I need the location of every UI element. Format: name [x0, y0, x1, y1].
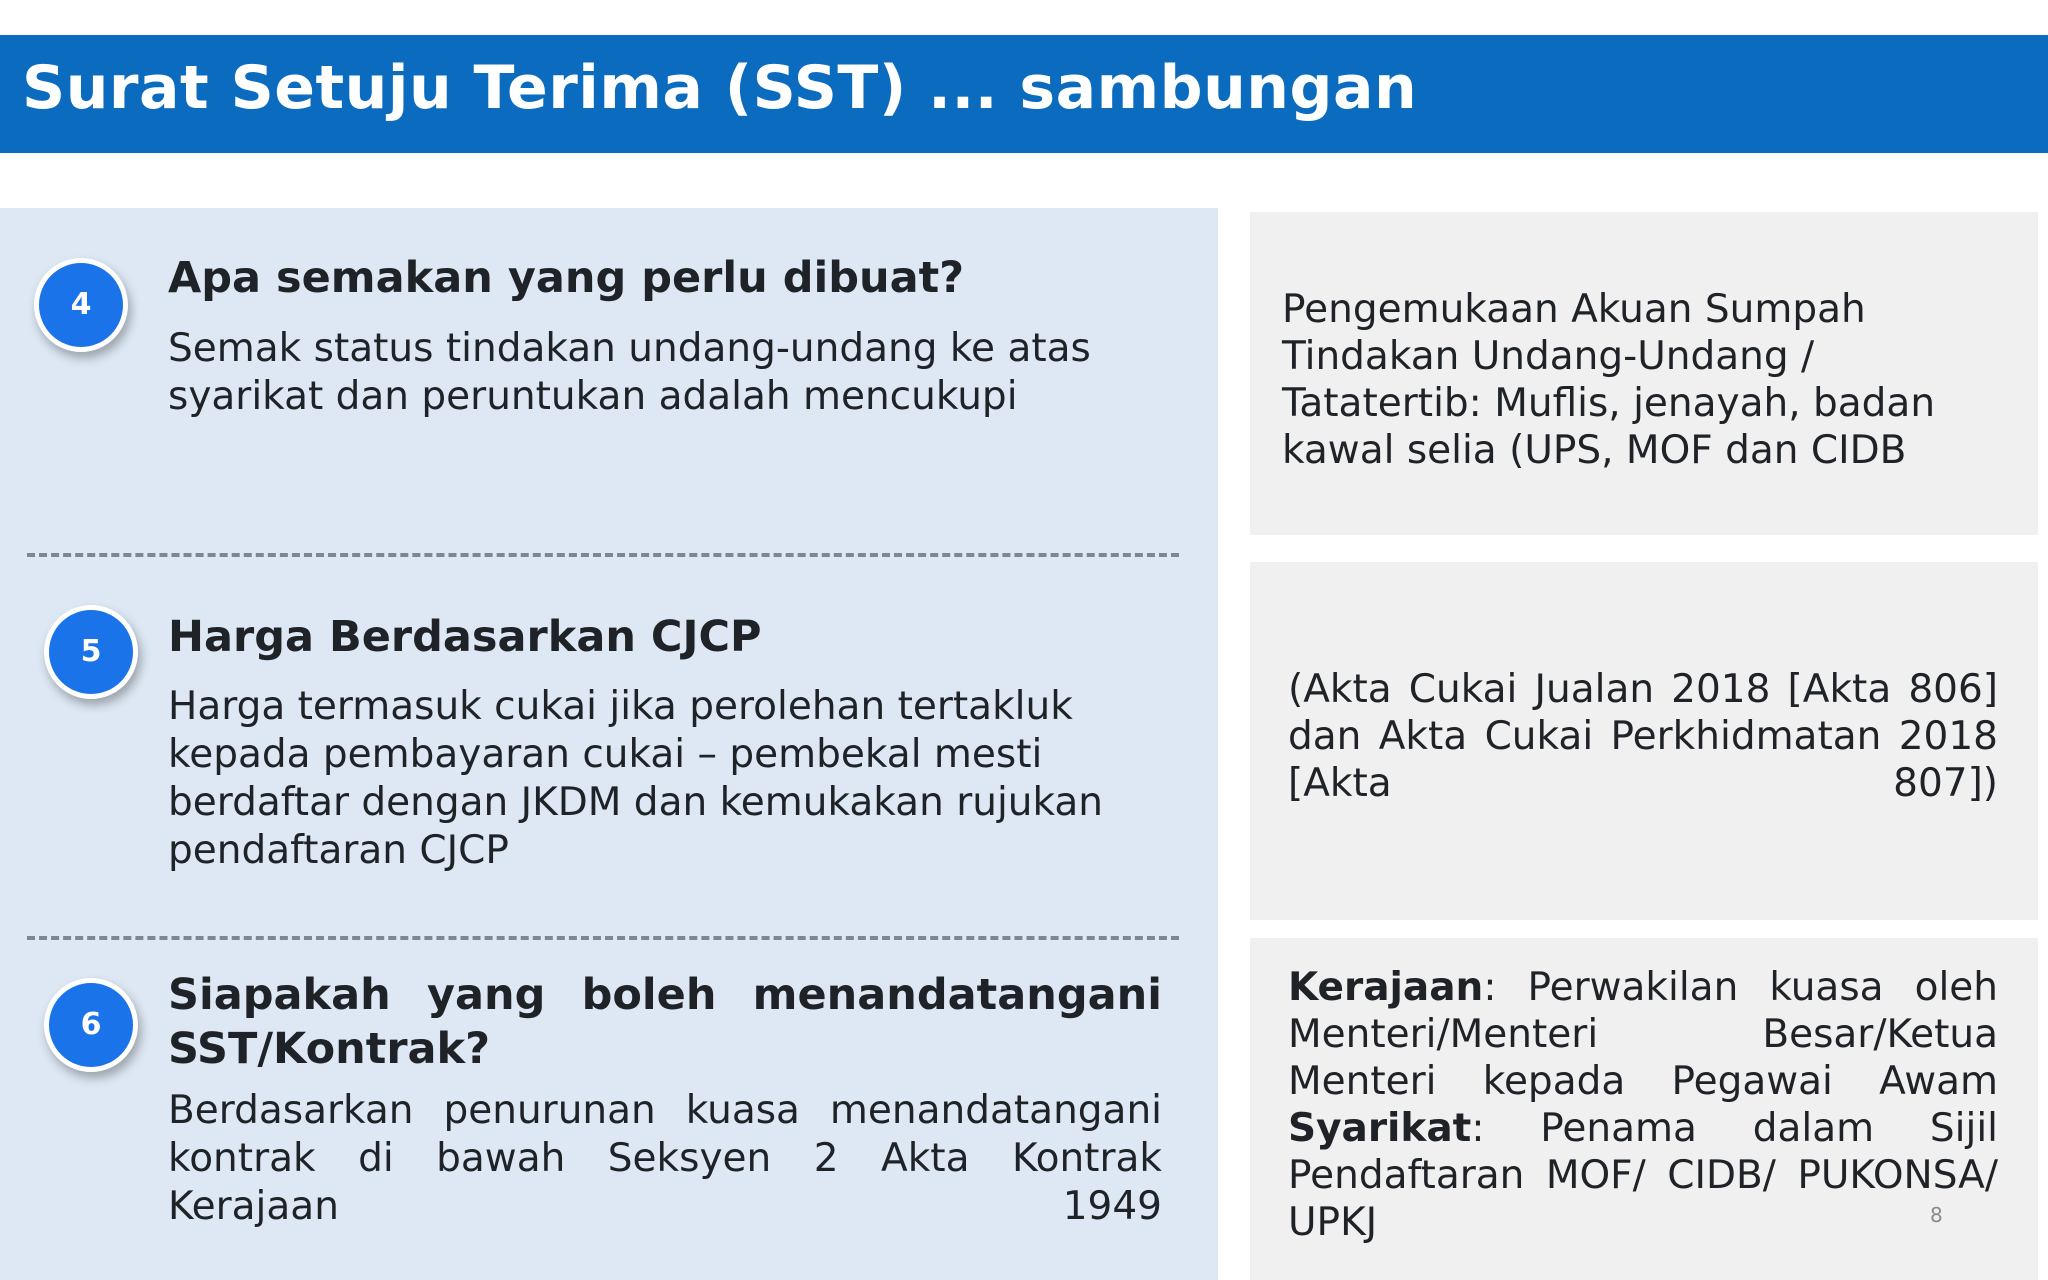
- note-box-2-text: (Akta Cukai Jualan 2018 [Akta 806] dan Akta Cukai Perkhidmatan 2018 [Akta 807]): [1288, 667, 1998, 806]
- note-box-1: [1250, 212, 2038, 535]
- syarikat-text: : Penama dalam Sijil Pendaftaran MOF/ CIDB/ PUKONSA/ UPKJ: [1288, 1106, 1998, 1245]
- step-badge-4: 4: [34, 258, 128, 352]
- item-heading-5: Harga Berdasarkan CJCP: [168, 612, 762, 662]
- item-body-6: Berdasarkan penurunan kuasa menandatangani kontrak di bawah Seksyen 2 Akta Kontrak Kerajaan 1949: [168, 1088, 1162, 1229]
- slide-title: Surat Setuju Terima (SST) ... sambungan: [22, 53, 1418, 123]
- note-box-3-text: [1288, 964, 1998, 1246]
- page-number: 8: [1930, 1203, 1943, 1227]
- kerajaan-label: Kerajaan: [1288, 965, 1484, 1010]
- item-body-4: Semak status tindakan undang-undang ke atas syarikat dan peruntukan adalah mencukupi: [168, 326, 1091, 419]
- note-box-1-text: Pengemukaan Akuan Sumpah Tindakan Undang-Undang / Tatatertib: Muflis, jenayah, badan kawal selia (UPS, MOF dan CIDB: [1282, 287, 1936, 473]
- item-heading-6: Siapakah yang boleh menandatangani SST/Kontrak?: [168, 970, 1162, 1074]
- syarikat-label: Syarikat: [1288, 1106, 1472, 1151]
- item-body-5: Harga termasuk cukai jika perolehan tertakluk kepada pembayaran cukai – pembekal mesti berdaftar dengan JKDM dan kemukakan rujukan pendaftaran CJCP: [168, 684, 1104, 873]
- section-divider-2: [27, 936, 1179, 940]
- item-heading-4: Apa semakan yang perlu dibuat?: [168, 253, 965, 303]
- section-divider-1: [27, 553, 1179, 557]
- step-badge-6: 6: [44, 978, 138, 1072]
- kerajaan-text: : Perwakilan kuasa oleh Menteri/Menteri Besar/Ketua Menteri kepada Pegawai Awam: [1288, 965, 1998, 1104]
- note-box-3: [1250, 938, 2038, 1280]
- note-box-2: [1250, 562, 2038, 920]
- step-badge-5: 5: [44, 605, 138, 699]
